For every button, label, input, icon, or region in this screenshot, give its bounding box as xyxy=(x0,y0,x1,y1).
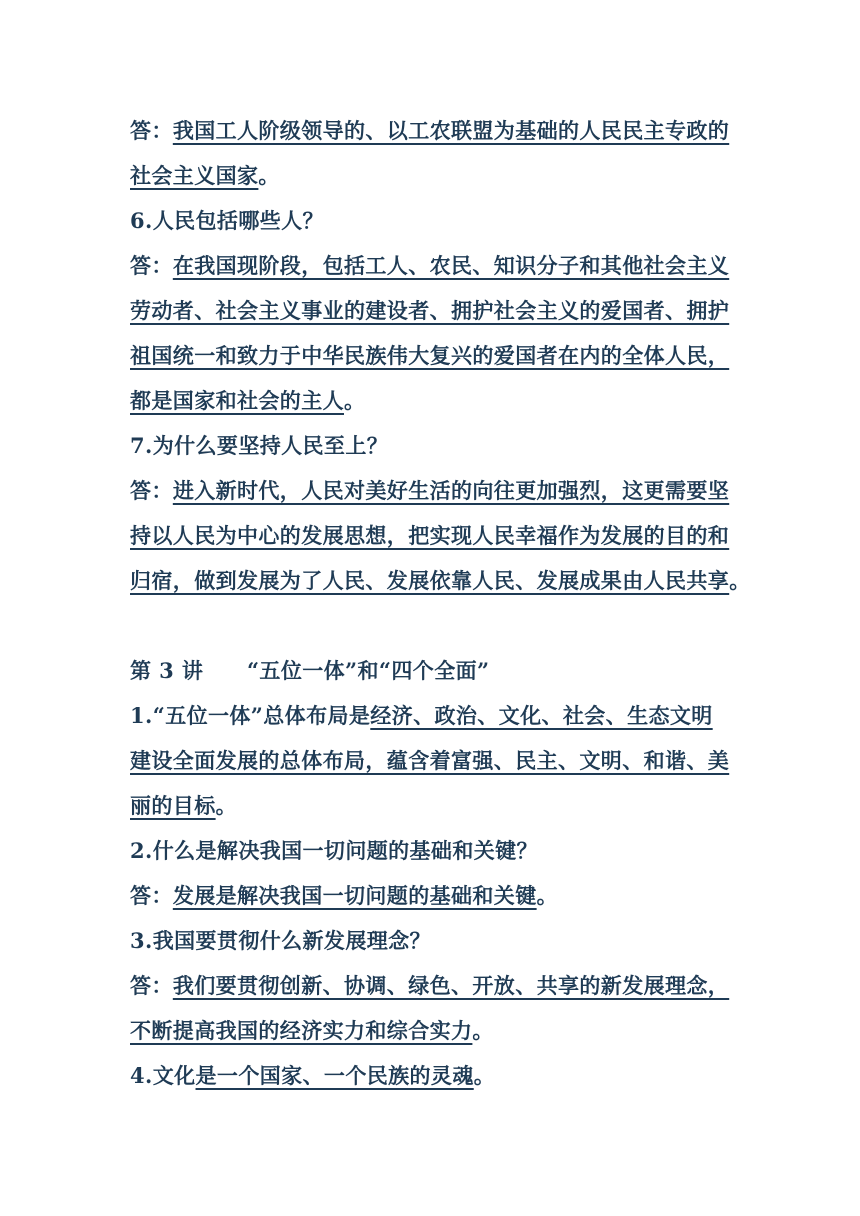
underlined-answer: 进入新时代，人民对美好生活的向往更加强烈，这更需要坚 xyxy=(172,478,730,503)
underlined-answer: 经济、政治、文化、社会、生态文明 xyxy=(370,703,713,728)
text-line xyxy=(130,873,732,918)
lecture-heading xyxy=(130,648,732,693)
plain-text: 答： xyxy=(130,253,173,278)
lecture-title: “五位一体”和“四个全面” xyxy=(246,658,490,683)
plain-text: 3.我国要贯彻什么新发展理念？ xyxy=(130,928,431,953)
text-line xyxy=(130,783,732,828)
text-line xyxy=(130,153,732,198)
underlined-answer: 我国工人阶级领导的、以工农联盟为基础的人民民主专政的 xyxy=(172,118,730,143)
underlined-answer: 是一个国家、一个民族的灵魂 xyxy=(195,1063,474,1088)
trailing-punctuation: 。 xyxy=(472,1018,494,1043)
underlined-answer: 祖国统一和致力于中华民族伟大复兴的爱国者在内的全体人民， xyxy=(130,343,730,368)
qa-section xyxy=(130,108,751,603)
text-line xyxy=(130,1008,732,1053)
text-line xyxy=(130,558,751,603)
text-line xyxy=(130,513,732,558)
plain-text: 答： xyxy=(130,118,173,143)
trailing-punctuation: 。 xyxy=(536,883,559,908)
underlined-answer: 在我国现阶段，包括工人、农民、知识分子和其他社会主义 xyxy=(172,253,730,278)
trailing-punctuation: 。 xyxy=(344,388,366,413)
underlined-answer: 社会主义国家 xyxy=(130,163,259,188)
text-line xyxy=(130,693,732,738)
text-line xyxy=(130,423,732,468)
trailing-punctuation: 。 xyxy=(729,568,751,593)
text-line xyxy=(130,288,732,333)
underlined-answer: 劳动者、社会主义事业的建设者、拥护社会主义的爱国者、拥护 xyxy=(130,298,730,323)
text-line xyxy=(130,108,732,153)
underlined-answer: 持以人民为中心的发展思想，把实现人民幸福作为发展的目的和 xyxy=(130,523,730,548)
text-line xyxy=(130,243,732,288)
plain-text: 答： xyxy=(130,973,173,998)
text-line xyxy=(130,738,732,783)
section-gap xyxy=(130,603,732,648)
underlined-answer: 归宿，做到发展为了人民、发展依靠人民、发展成果由人民共享 xyxy=(130,568,730,593)
plain-text: 答： xyxy=(130,478,173,503)
trailing-punctuation: 。 xyxy=(473,1063,496,1088)
lecture-number: 第 3 讲 xyxy=(130,658,204,683)
qa-section-lecture-3 xyxy=(130,693,732,1098)
underlined-answer: 丽的目标 xyxy=(130,793,216,818)
plain-text: 4.文化 xyxy=(130,1063,196,1088)
text-line xyxy=(130,198,732,243)
underlined-answer: 建设全面发展的总体布局，蕴含着富强、民主、文明、和谐、美 xyxy=(130,748,730,773)
text-line xyxy=(130,333,732,378)
text-line xyxy=(130,918,732,963)
text-line xyxy=(130,828,732,873)
underlined-answer: 发展是解决我国一切问题的基础和关键 xyxy=(172,883,537,908)
plain-text: 2.什么是解决我国一切问题的基础和关键？ xyxy=(130,838,538,863)
trailing-punctuation: 。 xyxy=(215,793,238,818)
trailing-punctuation: 。 xyxy=(258,163,280,188)
plain-text: 7.为什么要坚持人民至上？ xyxy=(130,433,389,458)
text-line xyxy=(130,1053,732,1098)
plain-text: 6.人民包括哪些人？ xyxy=(130,208,324,233)
underlined-answer: 都是国家和社会的主人 xyxy=(130,388,344,413)
text-line xyxy=(130,378,732,423)
underlined-answer: 我们要贯彻创新、协调、绿色、开放、共享的新发展理念， xyxy=(172,973,730,998)
underlined-answer: 不断提高我国的经济实力和综合实力 xyxy=(130,1018,473,1043)
text-line xyxy=(130,468,732,513)
text-line xyxy=(130,963,732,1008)
plain-text: 1.“五位一体”总体布局是 xyxy=(130,703,371,728)
plain-text: 答： xyxy=(130,883,173,908)
